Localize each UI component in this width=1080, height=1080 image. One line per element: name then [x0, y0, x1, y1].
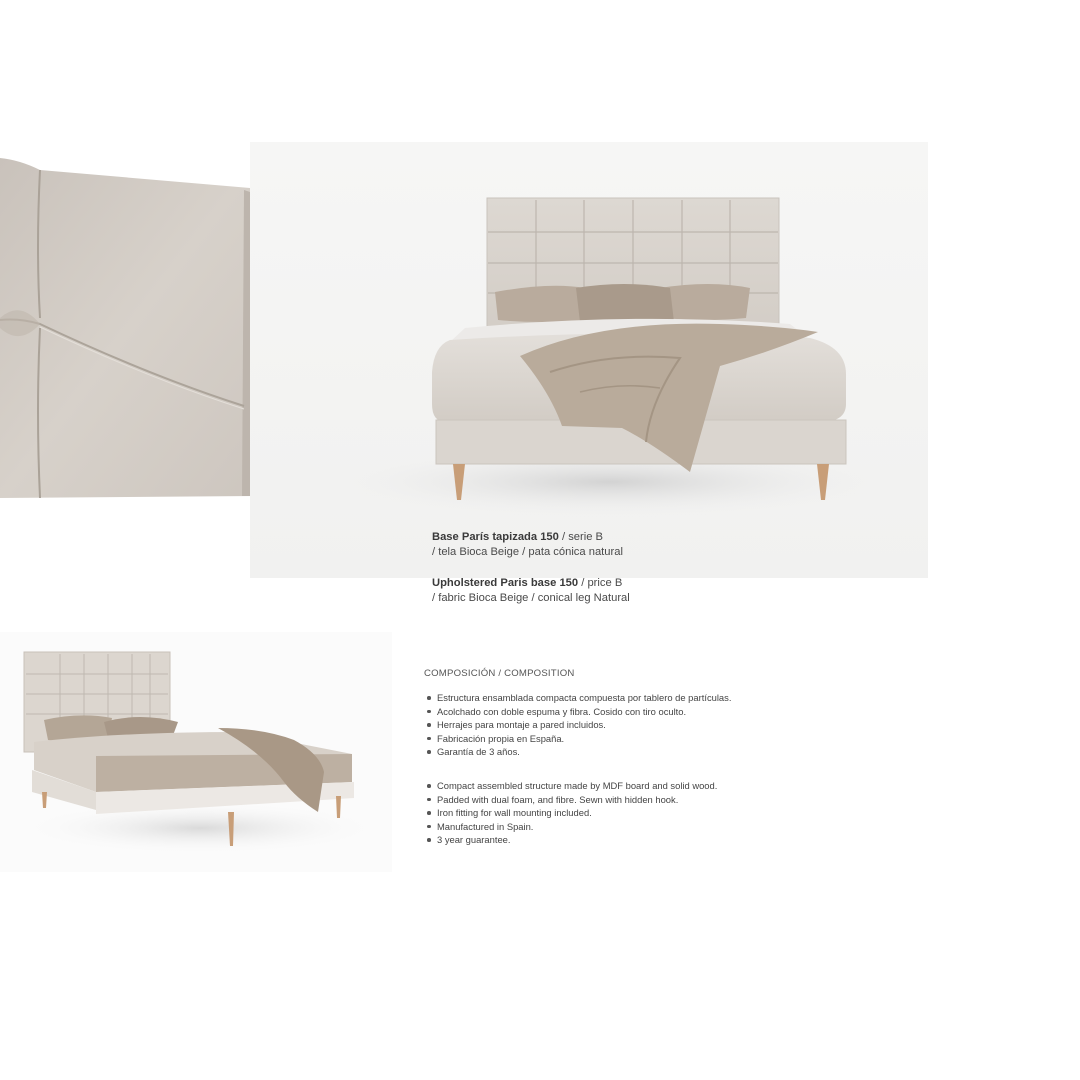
caption-details: / fabric Bioca Beige / conical leg Natural: [432, 592, 630, 604]
composition-list-english: [426, 779, 717, 847]
composition-list-spanish: [426, 691, 731, 759]
list-item: Manufactured in Spain.: [426, 820, 717, 834]
list-item: Padded with dual foam, and fibre. Sewn with hidden hook.: [426, 793, 717, 807]
list-item: Herrajes para montaje a pared incluidos.: [426, 718, 731, 732]
list-item: 3 year guarantee.: [426, 833, 717, 847]
list-item: Compact assembled structure made by MDF board and solid wood.: [426, 779, 717, 793]
composition-title: COMPOSICIÓN / COMPOSITION: [424, 668, 575, 679]
bed-illustration: [250, 142, 928, 578]
caption-series: / price B: [578, 577, 623, 589]
list-item: Iron fitting for wall mounting included.: [426, 806, 717, 820]
list-item: Estructura ensamblada compacta compuesta por tablero de partículas.: [426, 691, 731, 705]
caption-english: [432, 576, 630, 606]
caption-product-name: Base París tapizada 150: [432, 531, 559, 543]
main-product-photo: [250, 142, 928, 578]
list-item: Garantía de 3 años.: [426, 745, 731, 759]
caption-product-name: Upholstered Paris base 150: [432, 577, 579, 589]
caption-spanish: [432, 530, 623, 560]
caption-details: / tela Bioca Beige / pata cónica natural: [432, 546, 623, 558]
bed-angled-illustration: [0, 632, 392, 872]
secondary-product-photo: [0, 632, 392, 872]
headboard-closeup-photo: [0, 150, 262, 502]
caption-series: / serie B: [558, 531, 604, 543]
list-item: Fabricación propia en España.: [426, 732, 731, 746]
list-item: Acolchado con doble espuma y fibra. Cosido con tiro oculto.: [426, 705, 731, 719]
